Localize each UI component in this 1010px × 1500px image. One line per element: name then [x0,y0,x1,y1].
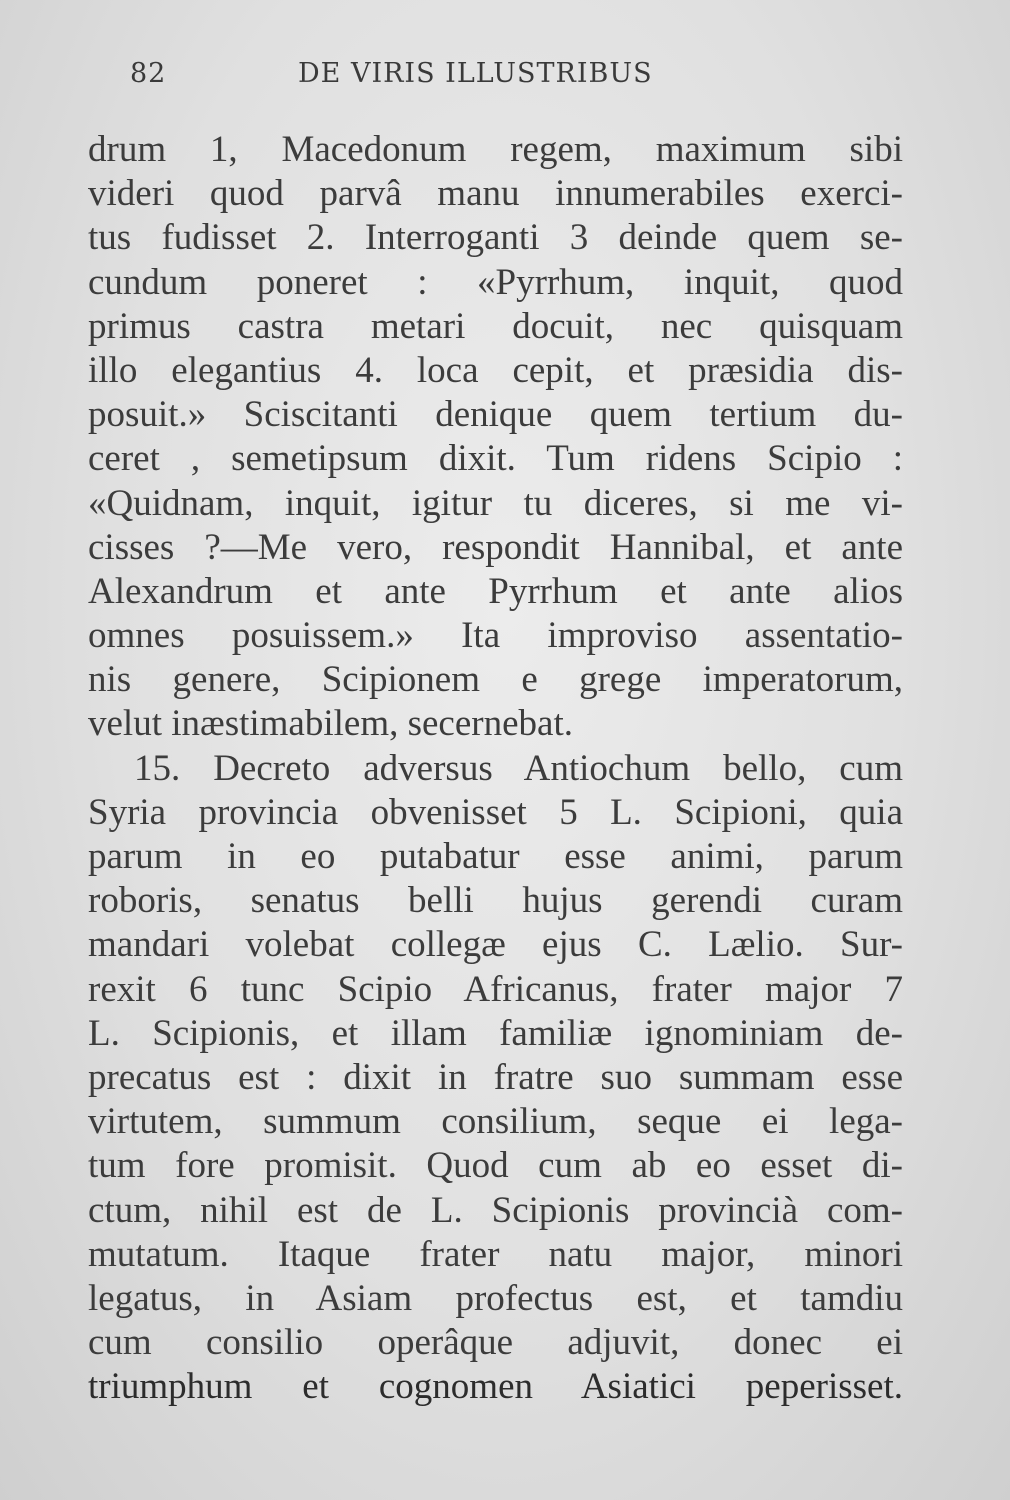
page-number: 82 [130,58,167,89]
text-line: tus fudisset 2. Interroganti 3 deinde quem se- [88,217,903,259]
text-line: omnes posuissem.» Ita improviso assentatio- [88,615,903,657]
text-line: cisses ?—Me vero, respondit Hannibal, et ante [88,526,903,568]
text-line: ctum, nihil est de L. Scipionis provincià com- [88,1189,903,1231]
text-line: L. Scipionis, et illam familiæ ignominiam de- [88,1012,903,1054]
running-title: DE VIRIS ILLUSTRIBUS [298,58,653,89]
running-head [130,58,710,98]
text-line: illo elegantius 4. loca cepit, et præsidia dis- [88,349,903,391]
text-line: cundum poneret : «Pyrrhum, inquit, quod [88,261,903,303]
text-line: mandari volebat collegæ ejus C. Lælio. Sur- [88,924,903,966]
text-line: Alexandrum et ante Pyrrhum et ante alios [88,570,903,612]
text-line: videri quod parvâ manu innumerabiles exerci- [88,173,903,215]
text-line: primus castra metari docuit, nec quisquam [88,305,903,347]
text-line: «Quidnam, inquit, igitur tu diceres, si me vi- [88,482,903,524]
paragraph-end-line: velut inæstimabilem, secernebat. [88,703,573,745]
text-line: tum fore promisit. Quod cum ab eo esset di- [88,1145,903,1187]
text-line: precatus est : dixit in fratre suo summam esse [88,1056,903,1098]
text-line: ceret , semetipsum dixit. Tum ridens Scipio : [88,438,903,480]
text-line: drum 1, Macedonum regem, maximum sibi [88,129,903,170]
text-line: legatus, in Asiam profectus est, et tamdiu [88,1277,903,1319]
text-line: Syria provincia obvenisset 5 L. Scipioni, quia [88,791,903,833]
text-line: nis genere, Scipionem e grege imperatorum, [88,659,903,701]
body-text [88,128,903,1409]
text-line: roboris, senatus belli hujus gerendi curam [88,880,903,922]
section-start-line: 15. Decreto adversus Antiochum bello, cum [134,747,903,789]
text-line: posuit.» Sciscitanti denique quem tertium du- [88,394,903,436]
text-line: rexit 6 tunc Scipio Africanus, frater major 7 [88,968,903,1010]
text-line: parum in eo putabatur esse animi, parum [88,836,903,877]
text-line: virtutem, summum consilium, seque ei lega- [88,1101,903,1143]
final-line: triumphum et cognomen Asiatici peperisset. [88,1366,903,1408]
text-line: mutatum. Itaque frater natu major, minori [88,1233,903,1275]
text-line: cum consilio operâque adjuvit, donec ei [88,1322,903,1364]
